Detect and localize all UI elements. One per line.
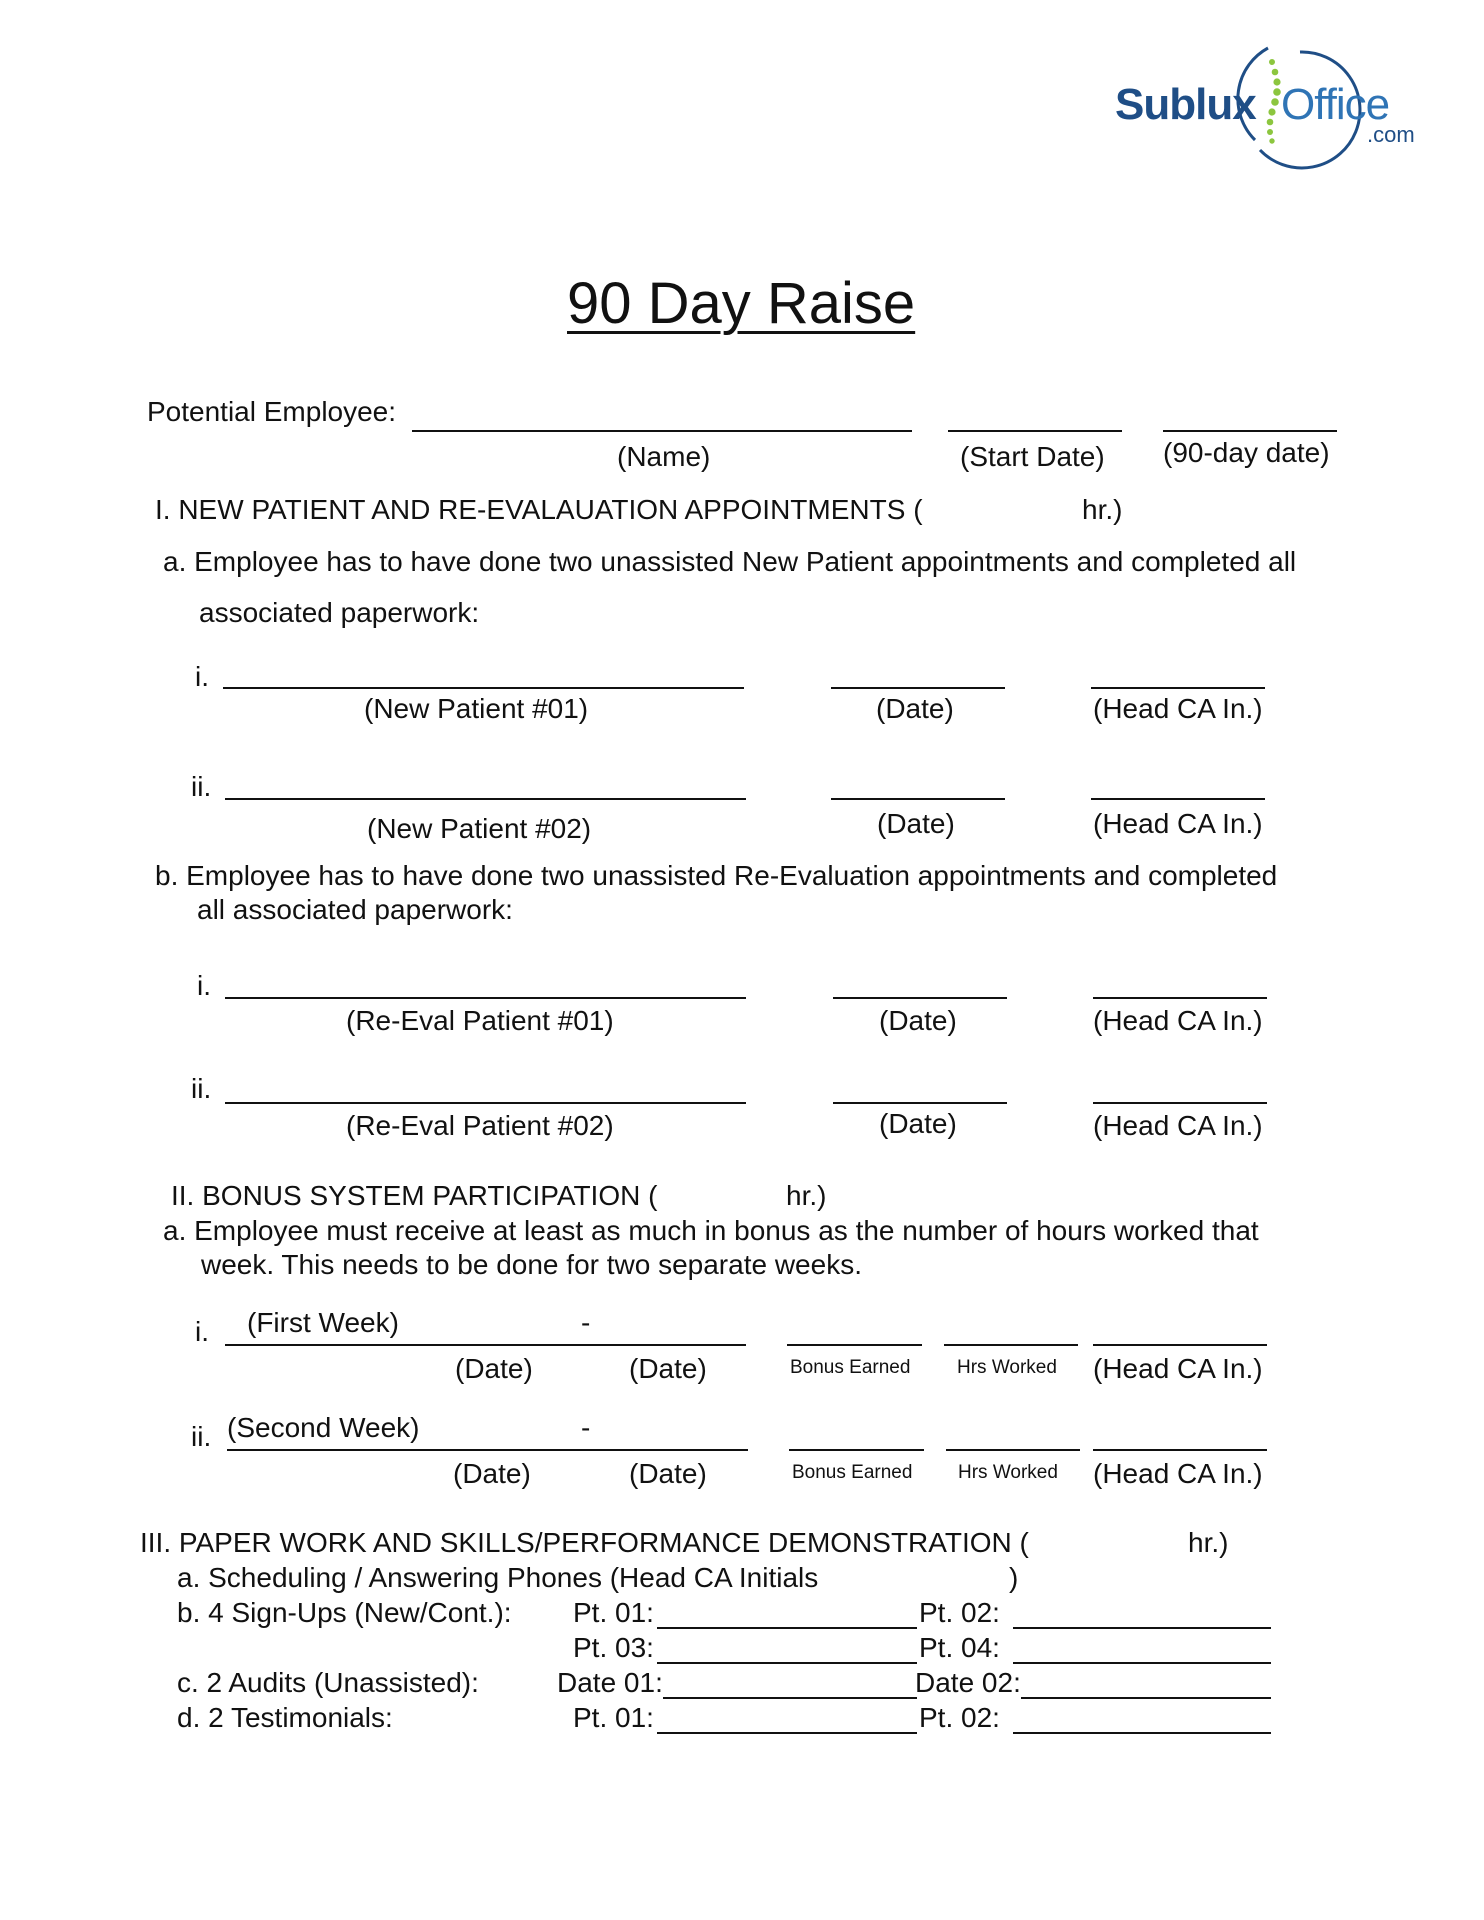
reeval-patient-02-date-line[interactable] <box>833 1102 1007 1104</box>
audit-date02-label: Date 02: <box>915 1667 1021 1698</box>
section1-b-text-2: all associated paperwork: <box>197 894 513 925</box>
first-week-date1-caption: (Date) <box>455 1353 533 1384</box>
second-week-head-caption: (Head CA In.) <box>1093 1458 1263 1489</box>
potential-employee-label: Potential Employee: <box>147 396 397 427</box>
section1-b-row2-num: ii. <box>191 1073 212 1104</box>
start-date-line[interactable] <box>948 430 1122 432</box>
section1-heading: I. NEW PATIENT AND RE-EVALAUATION APPOINTMENTS ( <box>155 494 923 525</box>
logo-text-sublux: Sublux <box>1115 80 1256 129</box>
signup-pt01-line[interactable] <box>657 1627 917 1629</box>
first-week-bonus-caption: Bonus Earned <box>790 1357 911 1378</box>
section2-hr: hr.) <box>786 1180 827 1211</box>
new-patient-02-line[interactable] <box>225 798 746 800</box>
first-week-hrs-caption: Hrs Worked <box>957 1357 1057 1378</box>
new-patient-02-date-caption: (Date) <box>877 808 955 839</box>
signup-pt02-line[interactable] <box>1013 1627 1271 1629</box>
reeval-patient-02-date-caption: (Date) <box>879 1108 957 1139</box>
section1-b-text-1: b. Employee has to have done two unassisted Re-Evaluation appointments and completed <box>155 860 1278 891</box>
new-patient-02-head-line[interactable] <box>1091 798 1265 800</box>
name-caption: (Name) <box>617 441 711 472</box>
logo-text-com: .com <box>1367 122 1415 147</box>
section3-b-text: b. 4 Sign-Ups (New/Cont.): <box>177 1597 512 1628</box>
section3-c-text: c. 2 Audits (Unassisted): <box>177 1667 479 1698</box>
new-patient-02-caption: (New Patient #02) <box>367 813 592 844</box>
first-week-line[interactable] <box>225 1344 746 1346</box>
signup-pt03-line[interactable] <box>657 1662 917 1664</box>
testimonial-pt02-label: Pt. 02: <box>919 1702 1000 1733</box>
reeval-patient-02-head-line[interactable] <box>1093 1102 1267 1104</box>
testimonial-pt01-line[interactable] <box>657 1732 917 1734</box>
start-date-caption: (Start Date) <box>960 441 1105 472</box>
testimonial-pt01-label: Pt. 01: <box>573 1702 654 1733</box>
reeval-patient-02-line[interactable] <box>225 1102 746 1104</box>
first-week-dash: - <box>581 1307 591 1338</box>
section2-a-text-2: week. This needs to be done for two separate weeks. <box>201 1249 862 1280</box>
section3-a-text: a. Scheduling / Answering Phones (Head CA Initials <box>177 1562 819 1593</box>
audit-date01-label: Date 01: <box>557 1667 663 1698</box>
ninety-day-date-caption: (90-day date) <box>1163 437 1330 468</box>
second-week-bonus-caption: Bonus Earned <box>792 1462 913 1483</box>
section1-a-text-1: a. Employee has to have done two unassisted New Patient appointments and completed all <box>163 546 1297 577</box>
new-patient-01-head-line[interactable] <box>1091 687 1265 689</box>
reeval-patient-01-caption: (Re-Eval Patient #01) <box>346 1005 614 1036</box>
reeval-patient-01-head-line[interactable] <box>1093 997 1267 999</box>
new-patient-02-date-line[interactable] <box>831 798 1005 800</box>
ninety-day-date-line[interactable] <box>1163 430 1337 432</box>
section2-row2-num: ii. <box>191 1421 212 1452</box>
section2-row1-num: i. <box>195 1316 209 1347</box>
second-week-bonus-line[interactable] <box>789 1449 924 1451</box>
section2-heading: II. BONUS SYSTEM PARTICIPATION ( <box>171 1180 658 1211</box>
signup-pt04-label: Pt. 04: <box>919 1632 1000 1663</box>
name-line[interactable] <box>412 430 912 432</box>
signup-pt01-label: Pt. 01: <box>573 1597 654 1628</box>
reeval-patient-01-line[interactable] <box>225 997 746 999</box>
new-patient-01-date-caption: (Date) <box>876 693 954 724</box>
section2-a-text-1: a. Employee must receive at least as much in bonus as the number of hours worked that <box>163 1215 1259 1246</box>
second-week-line[interactable] <box>227 1449 748 1451</box>
new-patient-01-line[interactable] <box>223 687 744 689</box>
second-week-dash: - <box>581 1412 591 1443</box>
reeval-patient-02-head-caption: (Head CA In.) <box>1093 1110 1263 1141</box>
new-patient-01-caption: (New Patient #01) <box>364 693 589 724</box>
reeval-patient-02-caption: (Re-Eval Patient #02) <box>346 1110 614 1141</box>
first-week-label: (First Week) <box>247 1307 399 1338</box>
section3-heading: III. PAPER WORK AND SKILLS/PERFORMANCE DEMONSTRATION ( <box>140 1527 1029 1558</box>
new-patient-01-date-line[interactable] <box>831 687 1005 689</box>
first-week-head-line[interactable] <box>1093 1344 1267 1346</box>
second-week-hrs-caption: Hrs Worked <box>958 1462 1058 1483</box>
first-week-bonus-line[interactable] <box>787 1344 922 1346</box>
page-title: 90 Day Raise <box>567 271 916 336</box>
reeval-patient-01-date-line[interactable] <box>833 997 1007 999</box>
logo-text-office: Office <box>1281 80 1390 129</box>
section1-hr: hr.) <box>1082 494 1123 525</box>
second-week-date2-caption: (Date) <box>629 1458 707 1489</box>
signup-pt02-label: Pt. 02: <box>919 1597 1000 1628</box>
new-patient-01-head-caption: (Head CA In.) <box>1093 693 1263 724</box>
second-week-date1-caption: (Date) <box>453 1458 531 1489</box>
first-week-head-caption: (Head CA In.) <box>1093 1353 1263 1384</box>
new-patient-02-head-caption: (Head CA In.) <box>1093 808 1263 839</box>
section1-a-text-2: associated paperwork: <box>199 597 480 628</box>
signup-pt03-label: Pt. 03: <box>573 1632 654 1663</box>
audit-date01-line[interactable] <box>663 1697 917 1699</box>
first-week-date2-caption: (Date) <box>629 1353 707 1384</box>
reeval-patient-01-head-caption: (Head CA In.) <box>1093 1005 1263 1036</box>
section1-a-row2-num: ii. <box>191 771 212 802</box>
first-week-hrs-line[interactable] <box>944 1344 1078 1346</box>
sublux-office-logo <box>1105 40 1435 170</box>
reeval-patient-01-date-caption: (Date) <box>879 1005 957 1036</box>
section3-hr: hr.) <box>1188 1527 1229 1558</box>
section3-a-close: ) <box>1009 1562 1019 1593</box>
audit-date02-line[interactable] <box>1021 1697 1271 1699</box>
section1-a-row1-num: i. <box>195 661 209 692</box>
signup-pt04-line[interactable] <box>1013 1662 1271 1664</box>
second-week-head-line[interactable] <box>1093 1449 1267 1451</box>
section1-b-row1-num: i. <box>197 970 211 1001</box>
testimonial-pt02-line[interactable] <box>1013 1732 1271 1734</box>
section3-d-text: d. 2 Testimonials: <box>177 1702 393 1733</box>
second-week-label: (Second Week) <box>227 1412 420 1443</box>
second-week-hrs-line[interactable] <box>946 1449 1080 1451</box>
